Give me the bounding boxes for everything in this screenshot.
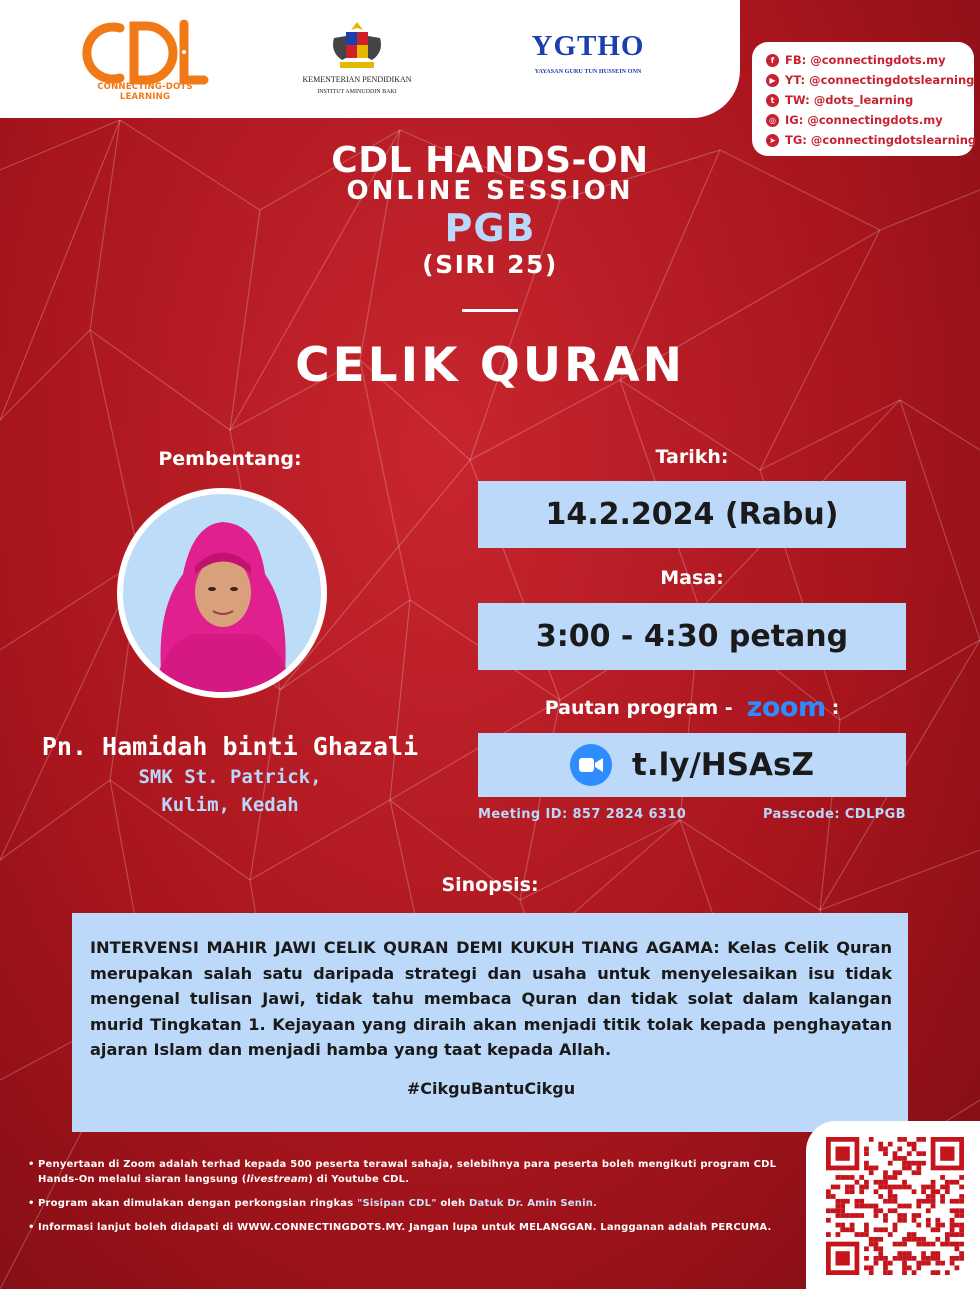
- social-instagram[interactable]: [766, 110, 974, 130]
- qr-code[interactable]: [826, 1137, 964, 1275]
- coat-of-arms-icon: [328, 20, 386, 72]
- time-box: [478, 603, 906, 670]
- social-label: IG: @connectingdots.my: [785, 113, 943, 127]
- program-link-label-row: [478, 692, 906, 723]
- link-colon: :: [831, 696, 840, 719]
- ygtho-logo: YGTHO: [531, 30, 645, 62]
- ygtho-subtitle: YAYASAN GURU TUN HUSSEIN ONN: [534, 68, 642, 75]
- speaker-school: SMK St. Patrick,: [138, 766, 322, 788]
- speaker-location: Kulim, Kedah: [161, 794, 299, 816]
- date-value: 14.2.2024 (Rabu): [545, 497, 839, 532]
- facebook-icon: f: [766, 54, 779, 67]
- zoom-logo: zoom: [746, 692, 826, 723]
- social-facebook[interactable]: [766, 50, 974, 70]
- social-label: TW: @dots_learning: [785, 93, 914, 107]
- zoom-camera-icon: [570, 744, 612, 786]
- instagram-icon: ◎: [766, 114, 779, 127]
- title-line-2: ONLINE SESSION: [346, 176, 634, 206]
- bullet-icon: •: [28, 1159, 35, 1170]
- note-text: ) di Youtube CDL.: [308, 1174, 410, 1185]
- speaker-name: Pn. Hamidah binti Ghazali: [41, 732, 419, 761]
- social-media-box: [752, 42, 977, 156]
- telegram-icon: ➤: [766, 134, 779, 147]
- program-link-label: Pautan program -: [544, 696, 733, 719]
- synopsis-box: [72, 913, 908, 1132]
- note-highlight: Datuk Dr. Amin Senin.: [469, 1198, 598, 1209]
- time-label: Masa:: [660, 567, 724, 589]
- hashtag: #CikguBantuCikgu: [406, 1078, 576, 1098]
- note-text: Informasi lanjut boleh didapati di WWW.CONNECTINGDOTS.MY. Jangan lupa untuk MELANGGAN. Langganan adalah PERCUMA.: [38, 1222, 772, 1233]
- note-item: [28, 1220, 798, 1235]
- title-divider: [462, 309, 518, 312]
- social-label: TG: @connectingdotslearning: [785, 133, 977, 147]
- twitter-icon: t: [766, 94, 779, 107]
- note-item: [28, 1157, 798, 1187]
- time-value: 3:00 - 4:30 petang: [535, 619, 849, 654]
- speaker-label: Pembentang:: [158, 448, 302, 470]
- cdl-logo-text: CONNECTING-DOTS LEARNING: [97, 82, 193, 102]
- title-line-1: CDL HANDS-ON: [331, 140, 649, 181]
- note-text: oleh: [436, 1198, 470, 1209]
- social-twitter[interactable]: [766, 90, 974, 110]
- date-box: [478, 481, 906, 548]
- topic-title: CELIK QURAN: [295, 338, 685, 393]
- bullet-icon: •: [28, 1198, 35, 1209]
- iab-name: INSTITUT AMINUDDIN BAKI: [317, 89, 397, 95]
- social-label: FB: @connectingdots.my: [785, 53, 946, 67]
- title-series: (SIRI 25): [422, 250, 558, 279]
- passcode: Passcode: CDLPGB: [762, 807, 906, 822]
- bullet-icon: •: [28, 1222, 35, 1233]
- note-text: Program akan dimulakan dengan perkongsian ringkas: [38, 1198, 358, 1209]
- speaker-photo: [123, 494, 321, 692]
- notes-list: [28, 1157, 798, 1244]
- note-text: Penyertaan di Zoom adalah terhad kepada 500 peserta terawal sahaja, selebihnya para peserta boleh mengikuti program CDL Hands-On melalui siaran langsung (: [38, 1159, 777, 1185]
- zoom-link-text[interactable]: t.ly/HSAsZ: [632, 747, 814, 783]
- note-item: [28, 1196, 798, 1211]
- speaker-photo-frame: [117, 488, 327, 698]
- note-highlight: "Sisipan CDL": [357, 1198, 437, 1209]
- synopsis-text: INTERVENSI MAHIR JAWI CELIK QURAN DEMI KUKUH TIANG AGAMA: Kelas Celik Quran merupakan salah satu daripada strategi dan usaha untuk menyelesaikan isu tidak mengenal tulisan Jawi, tidak tahu membaca Quran dan tidak solat dalam kalangan murid Tingkatan 1. Kejayaan yang diraih akan menjadi titik tolak kepada penghayatan ajaran Islam dan menjadi hamba yang taat kepada Allah.: [90, 938, 892, 1059]
- note-italic: livestream: [246, 1174, 309, 1185]
- date-label: Tarikh:: [655, 446, 729, 468]
- title-pgb: PGB: [444, 206, 536, 250]
- kpm-name: KEMENTERIAN PENDIDIKAN: [302, 75, 412, 84]
- social-label: YT: @connectingdotslearning: [785, 73, 975, 87]
- zoom-link-box[interactable]: [478, 733, 906, 797]
- social-youtube[interactable]: [766, 70, 974, 90]
- youtube-icon: ▶: [766, 74, 779, 87]
- synopsis-label: Sinopsis:: [441, 874, 539, 896]
- meeting-id: Meeting ID: 857 2824 6310: [478, 807, 687, 822]
